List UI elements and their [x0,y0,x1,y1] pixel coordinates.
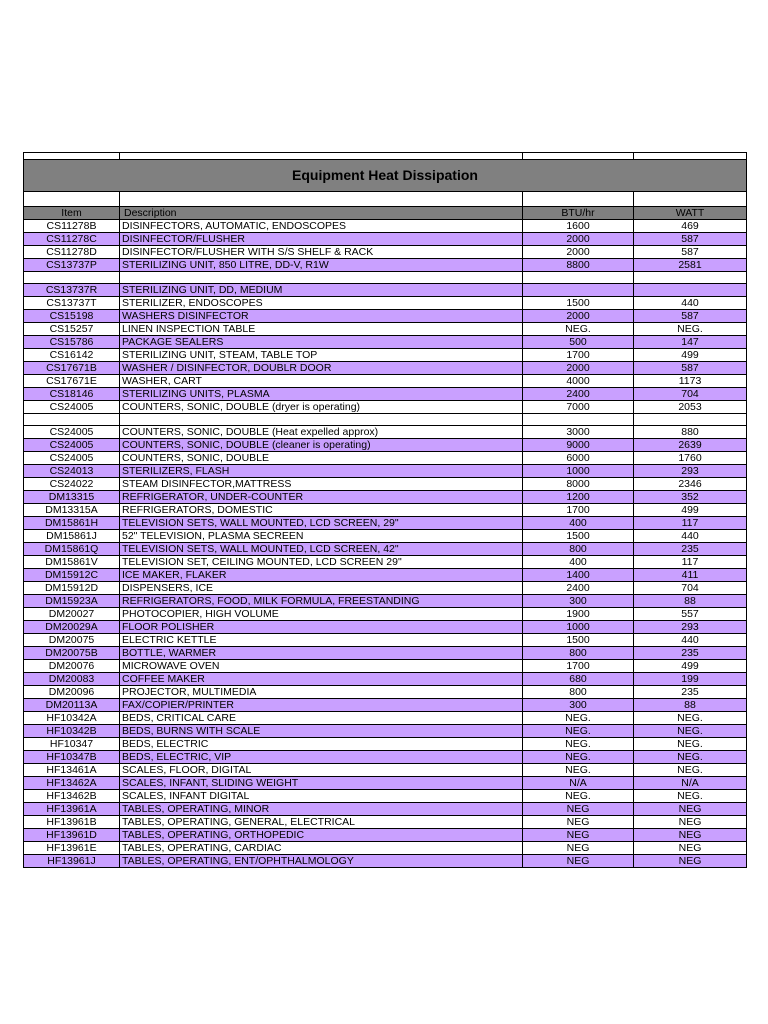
description-cell: STERILIZERS, FLASH [120,465,523,478]
btu-cell: 800 [523,543,634,556]
table-row [24,712,747,725]
item-cell: CS24005 [24,439,120,452]
btu-cell: NEG. [523,725,634,738]
table-row [24,595,747,608]
watt-cell: 411 [634,569,747,582]
description-cell: BEDS, BURNS WITH SCALE [120,725,523,738]
item-cell: HF10342A [24,712,120,725]
watt-cell: 293 [634,465,747,478]
table-row [24,259,747,272]
item-cell: DM13315A [24,504,120,517]
table-row [24,634,747,647]
watt-cell: NEG. [634,725,747,738]
description-cell: TABLES, OPERATING, GENERAL, ELECTRICAL [120,816,523,829]
watt-cell: N/A [634,777,747,790]
btu-cell: 300 [523,699,634,712]
description-cell: BOTTLE, WARMER [120,647,523,660]
item-cell: HF13462B [24,790,120,803]
table-row [24,388,747,401]
item-cell: HF13961D [24,829,120,842]
table-row [24,842,747,855]
watt-cell: 117 [634,517,747,530]
description-cell: DISPENSERS, ICE [120,582,523,595]
watt-cell: 440 [634,634,747,647]
top-blank-row [24,153,747,160]
table-row [24,790,747,803]
equipment-heat-table [23,152,747,868]
item-cell: DM15861H [24,517,120,530]
table-row [24,220,747,233]
description-cell: STERILIZING UNIT, STEAM, TABLE TOP [120,349,523,362]
table-row [24,246,747,259]
table-row [24,349,747,362]
btu-cell: NEG [523,829,634,842]
table-body [24,153,747,868]
btu-cell: 1000 [523,465,634,478]
table-row [24,504,747,517]
btu-cell: 800 [523,647,634,660]
description-cell: DISINFECTOR/FLUSHER [120,233,523,246]
table-row [24,362,747,375]
btu-cell: NEG. [523,712,634,725]
cell [634,272,747,284]
description-cell: SCALES, INFANT DIGITAL [120,790,523,803]
table-row [24,647,747,660]
btu-cell: 8800 [523,259,634,272]
description-cell: BEDS, CRITICAL CARE [120,712,523,725]
btu-cell: 1700 [523,504,634,517]
table-row [24,686,747,699]
table-row [24,673,747,686]
btu-cell: 400 [523,556,634,569]
description-cell: TELEVISION SETS, WALL MOUNTED, LCD SCREEN, 29" [120,517,523,530]
table-row [24,284,747,297]
btu-cell: 1200 [523,491,634,504]
cell [120,153,523,160]
table-row [24,582,747,595]
description-cell: COUNTERS, SONIC, DOUBLE (cleaner is operating) [120,439,523,452]
item-cell: CS11278B [24,220,120,233]
watt-cell: 557 [634,608,747,621]
description-cell: DISINFECTORS, AUTOMATIC, ENDOSCOPES [120,220,523,233]
description-cell: WASHER / DISINFECTOR, DOUBLR DOOR [120,362,523,375]
cell [24,192,120,207]
btu-cell: 1600 [523,220,634,233]
description-cell: COFFEE MAKER [120,673,523,686]
btu-cell: 2400 [523,388,634,401]
btu-cell: 7000 [523,401,634,414]
btu-cell: 3000 [523,426,634,439]
watt-cell: 147 [634,336,747,349]
btu-cell: 2000 [523,233,634,246]
btu-cell: 300 [523,595,634,608]
title-row [24,160,747,192]
table-row [24,478,747,491]
watt-cell: 293 [634,621,747,634]
table-row [24,556,747,569]
btu-cell: NEG. [523,751,634,764]
description-cell: BEDS, ELECTRIC, VIP [120,751,523,764]
btu-cell: NEG. [523,323,634,336]
cell [24,414,120,426]
description-cell: COUNTERS, SONIC, DOUBLE [120,452,523,465]
item-cell: DM20083 [24,673,120,686]
description-cell: TABLES, OPERATING, ORTHOPEDIC [120,829,523,842]
cell [523,153,634,160]
watt-cell: 499 [634,349,747,362]
watt-cell: 587 [634,233,747,246]
btu-cell: 1700 [523,660,634,673]
table-row [24,829,747,842]
watt-cell: NEG [634,855,747,868]
description-cell: PROJECTOR, MULTIMEDIA [120,686,523,699]
table-row [24,439,747,452]
watt-cell: NEG. [634,738,747,751]
description-cell: STERILIZING UNIT, 850 LITRE, DD-V, R1W [120,259,523,272]
item-cell: CS15786 [24,336,120,349]
cell [24,153,120,160]
watt-cell: NEG. [634,323,747,336]
item-cell: HF13961E [24,842,120,855]
description-cell: SCALES, FLOOR, DIGITAL [120,764,523,777]
description-cell: 52" TELEVISION, PLASMA SECREEN [120,530,523,543]
btu-cell: 500 [523,336,634,349]
item-cell: CS17671E [24,375,120,388]
description-cell: SCALES, INFANT, SLIDING WEIGHT [120,777,523,790]
watt-cell: 587 [634,246,747,259]
table-row [24,751,747,764]
item-cell: CS13737P [24,259,120,272]
table-row [24,401,747,414]
description-cell: PHOTOCOPIER, HIGH VOLUME [120,608,523,621]
table-row [24,530,747,543]
btu-cell: NEG [523,816,634,829]
table-row [24,452,747,465]
watt-cell: 2639 [634,439,747,452]
cell [523,192,634,207]
btu-cell: 400 [523,517,634,530]
item-cell: CS24005 [24,426,120,439]
description-cell: DISINFECTOR/FLUSHER WITH S/S SHELF & RACK [120,246,523,259]
watt-cell: 1173 [634,375,747,388]
description-cell: WASHER, CART [120,375,523,388]
watt-cell: 440 [634,530,747,543]
table-row [24,336,747,349]
description-cell: STERILIZING UNITS, PLASMA [120,388,523,401]
btu-cell: 8000 [523,478,634,491]
cell [523,272,634,284]
header-row [24,207,747,220]
description-cell: TABLES, OPERATING, ENT/OPHTHALMOLOGY [120,855,523,868]
table-row [24,725,747,738]
btu-cell: 1900 [523,608,634,621]
description-cell: ELECTRIC KETTLE [120,634,523,647]
item-cell: DM20027 [24,608,120,621]
btu-cell: 6000 [523,452,634,465]
item-cell: DM15861Q [24,543,120,556]
table-row [24,569,747,582]
btu-cell: N/A [523,777,634,790]
table-row [24,465,747,478]
watt-cell [634,284,747,297]
table-row [24,297,747,310]
description-cell: PACKAGE SEALERS [120,336,523,349]
description-cell: BEDS, ELECTRIC [120,738,523,751]
cell [120,192,523,207]
item-cell: CS13737T [24,297,120,310]
item-cell: DM20075 [24,634,120,647]
item-cell: DM15923A [24,595,120,608]
watt-cell: 440 [634,297,747,310]
btu-cell: 1400 [523,569,634,582]
spacer-row [24,192,747,207]
item-cell: CS15198 [24,310,120,323]
btu-cell: 2000 [523,362,634,375]
item-cell: DM15912C [24,569,120,582]
item-cell: CS11278C [24,233,120,246]
table-row [24,855,747,868]
gap-row [24,272,747,284]
watt-cell: NEG. [634,790,747,803]
description-cell: FAX/COPIER/PRINTER [120,699,523,712]
table-row [24,764,747,777]
btu-cell [523,284,634,297]
watt-cell: 235 [634,647,747,660]
watt-cell: 117 [634,556,747,569]
item-cell: DM15861V [24,556,120,569]
description-cell: COUNTERS, SONIC, DOUBLE (Heat expelled approx) [120,426,523,439]
table-row [24,491,747,504]
watt-cell: 88 [634,595,747,608]
item-cell: CS24005 [24,452,120,465]
btu-cell: 2000 [523,310,634,323]
table-row [24,543,747,556]
watt-cell: 469 [634,220,747,233]
description-cell: REFRIGERATOR, UNDER-COUNTER [120,491,523,504]
description-cell: REFRIGERATORS, DOMESTIC [120,504,523,517]
table-row [24,310,747,323]
description-cell: TABLES, OPERATING, MINOR [120,803,523,816]
table-row [24,426,747,439]
description-cell: COUNTERS, SONIC, DOUBLE (dryer is operating) [120,401,523,414]
watt-cell: 880 [634,426,747,439]
table-row [24,816,747,829]
description-cell: WASHERS DISINFECTOR [120,310,523,323]
table-row [24,660,747,673]
watt-cell: NEG [634,803,747,816]
cell [634,153,747,160]
item-cell: HF13461A [24,764,120,777]
watt-cell: 704 [634,388,747,401]
item-cell: DM20029A [24,621,120,634]
btu-cell: 1000 [523,621,634,634]
item-cell: DM15912D [24,582,120,595]
watt-cell: 499 [634,660,747,673]
btu-cell: 1500 [523,530,634,543]
item-cell: HF10347 [24,738,120,751]
cell [120,414,523,426]
item-cell: HF13961J [24,855,120,868]
btu-cell: NEG. [523,790,634,803]
description-cell: LINEN INSPECTION TABLE [120,323,523,336]
item-cell: CS24022 [24,478,120,491]
item-cell: CS15257 [24,323,120,336]
watt-cell: 1760 [634,452,747,465]
watt-cell: NEG [634,842,747,855]
watt-cell: NEG [634,829,747,842]
cell [24,272,120,284]
item-cell: HF10342B [24,725,120,738]
btu-cell: NEG [523,803,634,816]
btu-cell: NEG. [523,764,634,777]
btu-cell: 1500 [523,634,634,647]
description-cell: ICE MAKER, FLAKER [120,569,523,582]
item-cell: HF10347B [24,751,120,764]
btu-cell: 9000 [523,439,634,452]
item-cell: HF13961B [24,816,120,829]
description-cell: TABLES, OPERATING, CARDIAC [120,842,523,855]
table-row [24,233,747,246]
watt-cell: 199 [634,673,747,686]
table-row [24,803,747,816]
description-cell: STERILIZER, ENDOSCOPES [120,297,523,310]
item-cell: CS11278D [24,246,120,259]
btu-cell: 680 [523,673,634,686]
item-cell: DM13315 [24,491,120,504]
btu-cell: 800 [523,686,634,699]
watt-cell: 235 [634,686,747,699]
cell [120,272,523,284]
item-cell: DM20075B [24,647,120,660]
watt-cell: 499 [634,504,747,517]
item-cell: CS24013 [24,465,120,478]
btu-cell: 2400 [523,582,634,595]
table-row [24,738,747,751]
header-btu: BTU/hr [523,207,634,220]
watt-cell: 235 [634,543,747,556]
header-watt: WATT [634,207,747,220]
watt-cell: NEG. [634,712,747,725]
watt-cell: 2053 [634,401,747,414]
watt-cell: 587 [634,310,747,323]
table-row [24,375,747,388]
watt-cell: 352 [634,491,747,504]
table-row [24,517,747,530]
watt-cell: NEG. [634,764,747,777]
item-cell: CS13737R [24,284,120,297]
description-cell: TELEVISION SETS, WALL MOUNTED, LCD SCREEN, 42" [120,543,523,556]
table-row [24,777,747,790]
description-cell: REFRIGERATORS, FOOD, MILK FORMULA, FREESTANDING [120,595,523,608]
table-row [24,621,747,634]
header-item: Item [24,207,120,220]
watt-cell: 2581 [634,259,747,272]
cell [634,414,747,426]
description-cell: MICROWAVE OVEN [120,660,523,673]
watt-cell: 2346 [634,478,747,491]
item-cell: HF13961A [24,803,120,816]
watt-cell: 704 [634,582,747,595]
description-cell: STEAM DISINFECTOR,MATTRESS [120,478,523,491]
btu-cell: 1500 [523,297,634,310]
gap-row [24,414,747,426]
btu-cell: NEG [523,855,634,868]
btu-cell: 2000 [523,246,634,259]
item-cell: CS18146 [24,388,120,401]
item-cell: DM20076 [24,660,120,673]
table-row [24,699,747,712]
btu-cell: NEG. [523,738,634,751]
btu-cell: 1700 [523,349,634,362]
cell [523,414,634,426]
item-cell: CS17671B [24,362,120,375]
header-description: Description [120,207,523,220]
table-row [24,323,747,336]
watt-cell: NEG. [634,751,747,764]
btu-cell: NEG [523,842,634,855]
description-cell: FLOOR POLISHER [120,621,523,634]
description-cell: STERILIZING UNIT, DD, MEDIUM [120,284,523,297]
item-cell: CS16142 [24,349,120,362]
table-row [24,608,747,621]
cell [634,192,747,207]
page-title: Equipment Heat Dissipation [24,160,747,192]
watt-cell: 88 [634,699,747,712]
item-cell: DM20113A [24,699,120,712]
item-cell: CS24005 [24,401,120,414]
item-cell: DM15861J [24,530,120,543]
watt-cell: NEG [634,816,747,829]
btu-cell: 4000 [523,375,634,388]
watt-cell: 587 [634,362,747,375]
item-cell: DM20096 [24,686,120,699]
item-cell: HF13462A [24,777,120,790]
description-cell: TELEVISION SET, CEILING MOUNTED, LCD SCREEN 29" [120,556,523,569]
